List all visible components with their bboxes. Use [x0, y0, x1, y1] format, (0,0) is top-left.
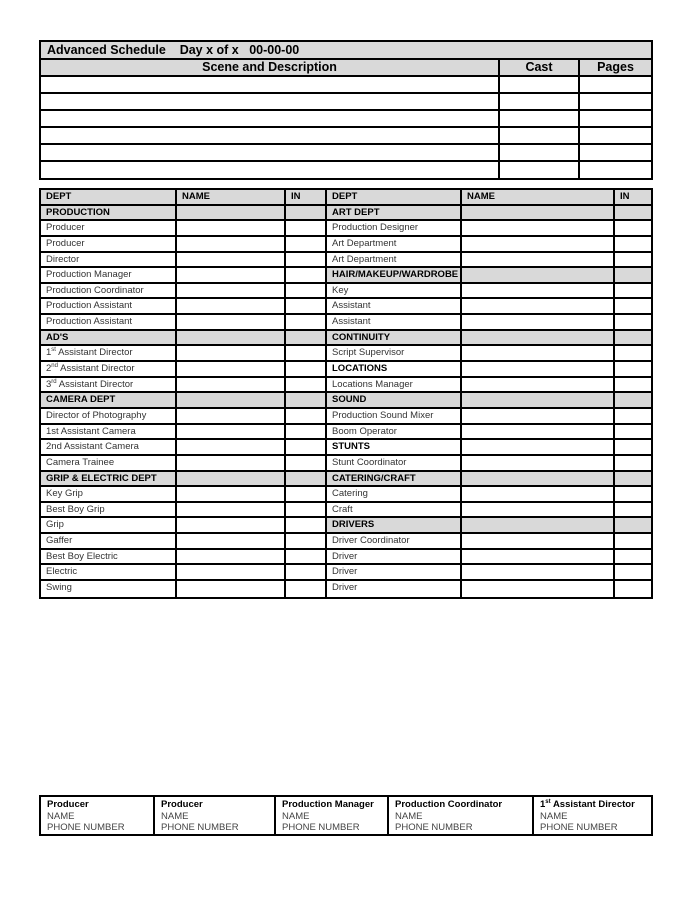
- crew-row: [41, 268, 651, 284]
- role-label: 2nd Assistant Camera: [46, 441, 139, 453]
- role-label: Production Designer: [332, 222, 419, 234]
- role-label: Best Boy Grip: [46, 503, 105, 515]
- dept-role-cell: [41, 487, 177, 501]
- crew-row: [41, 487, 651, 503]
- name-cell[interactable]: [177, 409, 286, 423]
- role-label: Catering: [332, 488, 368, 500]
- contact-name: NAME: [161, 810, 189, 822]
- crew-header-row: [41, 190, 651, 206]
- name-cell[interactable]: [462, 206, 615, 220]
- dept-role-cell: [41, 346, 177, 360]
- in-time-cell[interactable]: [286, 221, 327, 235]
- schedule-title-row: [41, 42, 651, 60]
- scene-row: [41, 162, 651, 178]
- name-cell[interactable]: [177, 534, 286, 548]
- name-cell[interactable]: [177, 206, 286, 220]
- dept-role-cell: [327, 253, 462, 267]
- in-time-cell[interactable]: [286, 253, 327, 267]
- name-cell[interactable]: [462, 409, 615, 423]
- name-cell[interactable]: [177, 237, 286, 251]
- name-cell[interactable]: [177, 425, 286, 439]
- pages-cell[interactable]: [580, 111, 651, 126]
- section-label: CATERING/CRAFT: [332, 472, 416, 484]
- role-label: Driver: [332, 582, 358, 594]
- in-time-cell[interactable]: [286, 315, 327, 329]
- in-time-cell[interactable]: [286, 331, 327, 345]
- dept-role-cell: [327, 581, 462, 597]
- dept-role-cell: [41, 268, 177, 282]
- in-time-cell[interactable]: [615, 565, 651, 579]
- dept-role-cell: [41, 565, 177, 579]
- schedule-table: [39, 40, 653, 180]
- crew-row: [41, 503, 651, 519]
- crew-row: [41, 237, 651, 253]
- contact-role: 1st Assistant Director: [540, 798, 635, 810]
- role-label: Locations Manager: [332, 378, 413, 390]
- crew-row: [41, 409, 651, 425]
- crew-row: [41, 378, 651, 394]
- section-label: STUNTS: [332, 441, 370, 453]
- dept-section-cell: [327, 331, 462, 345]
- in-time-cell[interactable]: [615, 534, 651, 548]
- in-time-cell[interactable]: [615, 393, 651, 407]
- scene-row: [41, 94, 651, 111]
- dept-role-cell: [327, 487, 462, 501]
- name-cell[interactable]: [177, 456, 286, 470]
- crew-row: [41, 253, 651, 269]
- cast-header: Cast: [500, 60, 580, 75]
- role-label: Driver: [332, 566, 358, 578]
- section-label: AD'S: [46, 331, 69, 343]
- scene-cell[interactable]: [41, 162, 500, 178]
- dept-role-cell: [327, 346, 462, 360]
- contact-card: [155, 797, 276, 834]
- in-time-cell[interactable]: [286, 550, 327, 564]
- in-time-cell[interactable]: [615, 456, 651, 470]
- role-label: Key Grip: [46, 488, 83, 500]
- ordinal-suffix: nd: [51, 362, 58, 369]
- in-time-cell[interactable]: [286, 425, 327, 439]
- section-label: LOCATIONS: [332, 363, 388, 375]
- name-cell[interactable]: [177, 315, 286, 329]
- role-label: Craft: [332, 503, 353, 515]
- role-label: Electric: [46, 566, 78, 578]
- dept-role-cell: [41, 378, 177, 392]
- in-time-cell[interactable]: [286, 346, 327, 360]
- schedule-header-row: [41, 60, 651, 77]
- contact-card: [276, 797, 389, 834]
- contact-phone: PHONE NUMBER: [395, 822, 473, 833]
- contact-card: [534, 797, 651, 834]
- dept-role-cell: [41, 440, 177, 454]
- scene-header: Scene and Description: [41, 60, 500, 75]
- dept-role-cell: [41, 456, 177, 470]
- in-time-cell[interactable]: [615, 487, 651, 501]
- role-label: Production Assistant: [46, 316, 133, 328]
- in-time-cell[interactable]: [286, 378, 327, 392]
- in-time-cell[interactable]: [286, 503, 327, 517]
- dept-role-cell: [41, 299, 177, 313]
- in-time-cell[interactable]: [286, 362, 327, 376]
- contact-name: NAME: [282, 810, 310, 822]
- in-time-cell[interactable]: [615, 299, 651, 313]
- dept-section-cell: [41, 206, 177, 220]
- crew-row: [41, 299, 651, 315]
- pages-cell[interactable]: [580, 145, 651, 160]
- role-label: Assistant: [332, 300, 371, 312]
- pages-cell[interactable]: [580, 77, 651, 92]
- dept-role-cell: [327, 315, 462, 329]
- cast-cell[interactable]: [500, 145, 580, 160]
- in-time-cell[interactable]: [615, 237, 651, 251]
- dept-role-cell: [41, 253, 177, 267]
- dept-role-cell: [41, 221, 177, 235]
- in-time-cell[interactable]: [615, 581, 651, 597]
- role-label: Director of Photography: [46, 409, 147, 421]
- dept-role-cell: [41, 284, 177, 298]
- dept-role-cell: [41, 503, 177, 517]
- role-label: Production Sound Mixer: [332, 409, 434, 421]
- dept-header-right: DEPT: [327, 190, 462, 204]
- scene-row: [41, 128, 651, 145]
- dept-role-cell: [41, 425, 177, 439]
- name-cell[interactable]: [462, 425, 615, 439]
- crew-row: [41, 331, 651, 347]
- name-cell[interactable]: [462, 315, 615, 329]
- name-cell[interactable]: [177, 503, 286, 517]
- name-cell[interactable]: [462, 284, 615, 298]
- in-time-cell[interactable]: [615, 206, 651, 220]
- dept-role-cell: [41, 237, 177, 251]
- name-cell[interactable]: [462, 299, 615, 313]
- name-cell[interactable]: [177, 268, 286, 282]
- crew-row: [41, 440, 651, 456]
- name-cell[interactable]: [462, 221, 615, 235]
- name-cell[interactable]: [177, 518, 286, 532]
- dept-section-cell: [327, 440, 462, 454]
- in-time-cell[interactable]: [615, 503, 651, 517]
- name-cell[interactable]: [462, 518, 615, 532]
- name-cell[interactable]: [462, 237, 615, 251]
- role-label: Assistant Director: [58, 347, 133, 359]
- in-time-cell[interactable]: [286, 581, 327, 597]
- scene-row: [41, 77, 651, 94]
- crew-row: [41, 362, 651, 378]
- ordinal: 1: [540, 799, 546, 810]
- role-label: Grip: [46, 519, 64, 531]
- pages-cell[interactable]: [580, 128, 651, 143]
- in-time-cell[interactable]: [615, 472, 651, 486]
- in-time-cell[interactable]: [615, 253, 651, 267]
- role-label: Swing: [46, 582, 72, 594]
- in-time-cell[interactable]: [615, 378, 651, 392]
- pages-cell[interactable]: [580, 162, 651, 178]
- role-label: Assistant Director: [60, 363, 135, 375]
- contact-name: NAME: [540, 810, 568, 822]
- name-cell[interactable]: [177, 346, 286, 360]
- ordinal-suffix: st: [51, 347, 56, 354]
- in-time-cell[interactable]: [615, 268, 651, 282]
- dept-role-cell: [41, 409, 177, 423]
- name-cell[interactable]: [462, 393, 615, 407]
- in-time-cell[interactable]: [615, 331, 651, 345]
- role-label: Stunt Coordinator: [332, 456, 407, 468]
- dept-role-cell: [327, 456, 462, 470]
- crew-row: [41, 221, 651, 237]
- scene-cell[interactable]: [41, 145, 500, 160]
- in-time-cell[interactable]: [286, 206, 327, 220]
- crew-row: [41, 565, 651, 581]
- scene-row: [41, 145, 651, 162]
- dept-section-cell: [41, 472, 177, 486]
- role-label: Gaffer: [46, 535, 73, 547]
- crew-row: [41, 472, 651, 488]
- role-label: Key: [332, 284, 349, 296]
- section-label: CONTINUITY: [332, 331, 391, 343]
- ordinal: 1: [46, 347, 52, 359]
- in-header-left: IN: [286, 190, 327, 204]
- in-time-cell[interactable]: [286, 284, 327, 298]
- in-time-cell[interactable]: [615, 362, 651, 376]
- name-cell[interactable]: [462, 550, 615, 564]
- contact-name: NAME: [47, 810, 75, 822]
- name-cell[interactable]: [177, 299, 286, 313]
- role-label: Driver: [332, 550, 358, 562]
- dept-role-cell: [327, 425, 462, 439]
- dept-role-cell: [327, 409, 462, 423]
- dept-role-cell: [327, 284, 462, 298]
- scene-cell[interactable]: [41, 94, 500, 109]
- in-time-cell[interactable]: [286, 456, 327, 470]
- crew-table: [39, 188, 653, 599]
- contact-role: Producer: [47, 799, 89, 810]
- name-cell[interactable]: [177, 253, 286, 267]
- schedule-title: Advanced Schedule: [47, 43, 166, 57]
- name-cell[interactable]: [177, 331, 286, 345]
- cast-cell[interactable]: [500, 128, 580, 143]
- crew-row: [41, 425, 651, 441]
- role-label: Driver Coordinator: [332, 535, 410, 547]
- in-time-cell[interactable]: [615, 346, 651, 360]
- cast-cell[interactable]: [500, 111, 580, 126]
- in-time-cell[interactable]: [615, 425, 651, 439]
- dept-role-cell: [41, 550, 177, 564]
- section-label: DRIVERS: [332, 519, 375, 531]
- dept-role-cell: [41, 581, 177, 597]
- scene-cell[interactable]: [41, 77, 500, 92]
- contact-name: NAME: [395, 810, 423, 822]
- role-label: Director: [46, 253, 80, 265]
- role-label: 1st Assistant Camera: [46, 425, 136, 437]
- schedule-date: 00-00-00: [249, 43, 300, 57]
- name-cell[interactable]: [177, 581, 286, 597]
- section-label: GRIP & ELECTRIC DEPT: [46, 472, 157, 484]
- dept-role-cell: [41, 315, 177, 329]
- name-cell[interactable]: [462, 331, 615, 345]
- dept-section-cell: [327, 362, 462, 376]
- role-label: Script Supervisor: [332, 347, 405, 359]
- schedule-day: Day x of x: [179, 43, 239, 57]
- name-cell[interactable]: [177, 472, 286, 486]
- scene-cell[interactable]: [41, 111, 500, 126]
- role-label: Assistant: [332, 316, 371, 328]
- name-cell[interactable]: [462, 581, 615, 597]
- contact-role: Production Coordinator: [395, 799, 503, 810]
- contact-phone: PHONE NUMBER: [161, 822, 239, 833]
- in-time-cell[interactable]: [286, 299, 327, 313]
- crew-row: [41, 206, 651, 222]
- contact-role: Production Manager: [282, 799, 374, 810]
- dept-header-left: DEPT: [41, 190, 177, 204]
- in-time-cell[interactable]: [615, 409, 651, 423]
- in-time-cell[interactable]: [615, 221, 651, 235]
- crew-row: [41, 581, 651, 597]
- crew-row: [41, 284, 651, 300]
- contact-phone: PHONE NUMBER: [282, 822, 360, 833]
- role-label: Art Department: [332, 237, 397, 249]
- name-cell[interactable]: [177, 221, 286, 235]
- dept-role-cell: [327, 550, 462, 564]
- name-cell[interactable]: [462, 253, 615, 267]
- section-label: ART DEPT: [332, 206, 380, 218]
- name-header-right: NAME: [462, 190, 615, 204]
- name-cell[interactable]: [462, 440, 615, 454]
- dept-section-cell: [327, 472, 462, 486]
- contact-role: Producer: [161, 799, 203, 810]
- role-label: Production Assistant: [46, 300, 133, 312]
- role-label: Camera Trainee: [46, 456, 115, 468]
- dept-role-cell: [327, 221, 462, 235]
- in-time-cell[interactable]: [286, 237, 327, 251]
- role-label: Boom Operator: [332, 425, 397, 437]
- dept-role-cell: [327, 237, 462, 251]
- dept-section-cell: [41, 393, 177, 407]
- pages-header: Pages: [597, 60, 634, 74]
- cast-cell[interactable]: [500, 162, 580, 178]
- crew-row: [41, 518, 651, 534]
- pages-cell[interactable]: [580, 94, 651, 109]
- in-time-cell[interactable]: [615, 550, 651, 564]
- in-time-cell[interactable]: [286, 440, 327, 454]
- in-time-cell[interactable]: [286, 534, 327, 548]
- name-cell[interactable]: [177, 378, 286, 392]
- crew-row: [41, 315, 651, 331]
- name-cell[interactable]: [462, 456, 615, 470]
- dept-section-cell: [327, 206, 462, 220]
- dept-role-cell: [41, 362, 177, 376]
- contact-card: [389, 797, 534, 834]
- name-cell[interactable]: [177, 284, 286, 298]
- in-time-cell[interactable]: [286, 518, 327, 532]
- crew-row: [41, 550, 651, 566]
- dept-section-cell: [327, 268, 462, 282]
- in-time-cell[interactable]: [615, 440, 651, 454]
- role-label: Assistant Director: [58, 378, 134, 390]
- name-cell[interactable]: [177, 393, 286, 407]
- contact-phone: PHONE NUMBER: [47, 822, 125, 833]
- crew-row: [41, 456, 651, 472]
- name-cell[interactable]: [462, 472, 615, 486]
- key-contacts: [39, 795, 653, 836]
- scene-row: [41, 111, 651, 128]
- role-label: Production Coordinator: [46, 284, 144, 296]
- name-cell[interactable]: [462, 565, 615, 579]
- ordinal: 2: [46, 363, 52, 375]
- ordinal: 3: [46, 378, 52, 390]
- dept-section-cell: [327, 518, 462, 532]
- name-cell[interactable]: [462, 487, 615, 501]
- dept-role-cell: [327, 565, 462, 579]
- in-time-cell[interactable]: [615, 284, 651, 298]
- dept-section-cell: [41, 331, 177, 345]
- dept-role-cell: [41, 518, 177, 532]
- name-cell[interactable]: [177, 440, 286, 454]
- cast-cell[interactable]: [500, 77, 580, 92]
- name-cell[interactable]: [462, 268, 615, 282]
- in-time-cell[interactable]: [286, 393, 327, 407]
- in-time-cell[interactable]: [615, 315, 651, 329]
- section-label: SOUND: [332, 394, 367, 406]
- dept-role-cell: [327, 534, 462, 548]
- in-time-cell[interactable]: [615, 518, 651, 532]
- dept-role-cell: [327, 503, 462, 517]
- name-cell[interactable]: [462, 503, 615, 517]
- section-label: PRODUCTION: [46, 206, 110, 218]
- dept-role-cell: [327, 299, 462, 313]
- role-label: Producer: [46, 237, 85, 249]
- name-cell[interactable]: [462, 346, 615, 360]
- in-time-cell[interactable]: [286, 268, 327, 282]
- in-header-right: IN: [620, 191, 630, 202]
- name-cell[interactable]: [462, 534, 615, 548]
- name-cell[interactable]: [177, 487, 286, 501]
- contact-phone: PHONE NUMBER: [540, 822, 618, 833]
- section-label: CAMERA DEPT: [46, 394, 116, 406]
- dept-role-cell: [41, 534, 177, 548]
- name-cell[interactable]: [177, 550, 286, 564]
- scene-cell[interactable]: [41, 128, 500, 143]
- role-label: Production Manager: [46, 269, 132, 281]
- name-cell[interactable]: [462, 378, 615, 392]
- crew-row: [41, 393, 651, 409]
- dept-role-cell: [327, 378, 462, 392]
- role-label: Producer: [46, 222, 85, 234]
- name-cell[interactable]: [462, 362, 615, 376]
- contact-card: [41, 797, 155, 834]
- name-cell[interactable]: [177, 565, 286, 579]
- in-time-cell[interactable]: [286, 487, 327, 501]
- name-cell[interactable]: [177, 362, 286, 376]
- in-time-cell[interactable]: [286, 565, 327, 579]
- in-time-cell[interactable]: [286, 472, 327, 486]
- ordinal-suffix: rd: [51, 378, 57, 385]
- crew-row: [41, 534, 651, 550]
- role-label: Best Boy Electric: [46, 550, 118, 562]
- in-time-cell[interactable]: [286, 409, 327, 423]
- dept-section-cell: [327, 393, 462, 407]
- section-label: HAIR/MAKEUP/WARDROBE: [332, 269, 459, 281]
- cast-cell[interactable]: [500, 94, 580, 109]
- name-header-left: NAME: [177, 190, 286, 204]
- crew-row: [41, 346, 651, 362]
- ordinal-suffix: st: [545, 798, 551, 805]
- role-label: Art Department: [332, 253, 397, 265]
